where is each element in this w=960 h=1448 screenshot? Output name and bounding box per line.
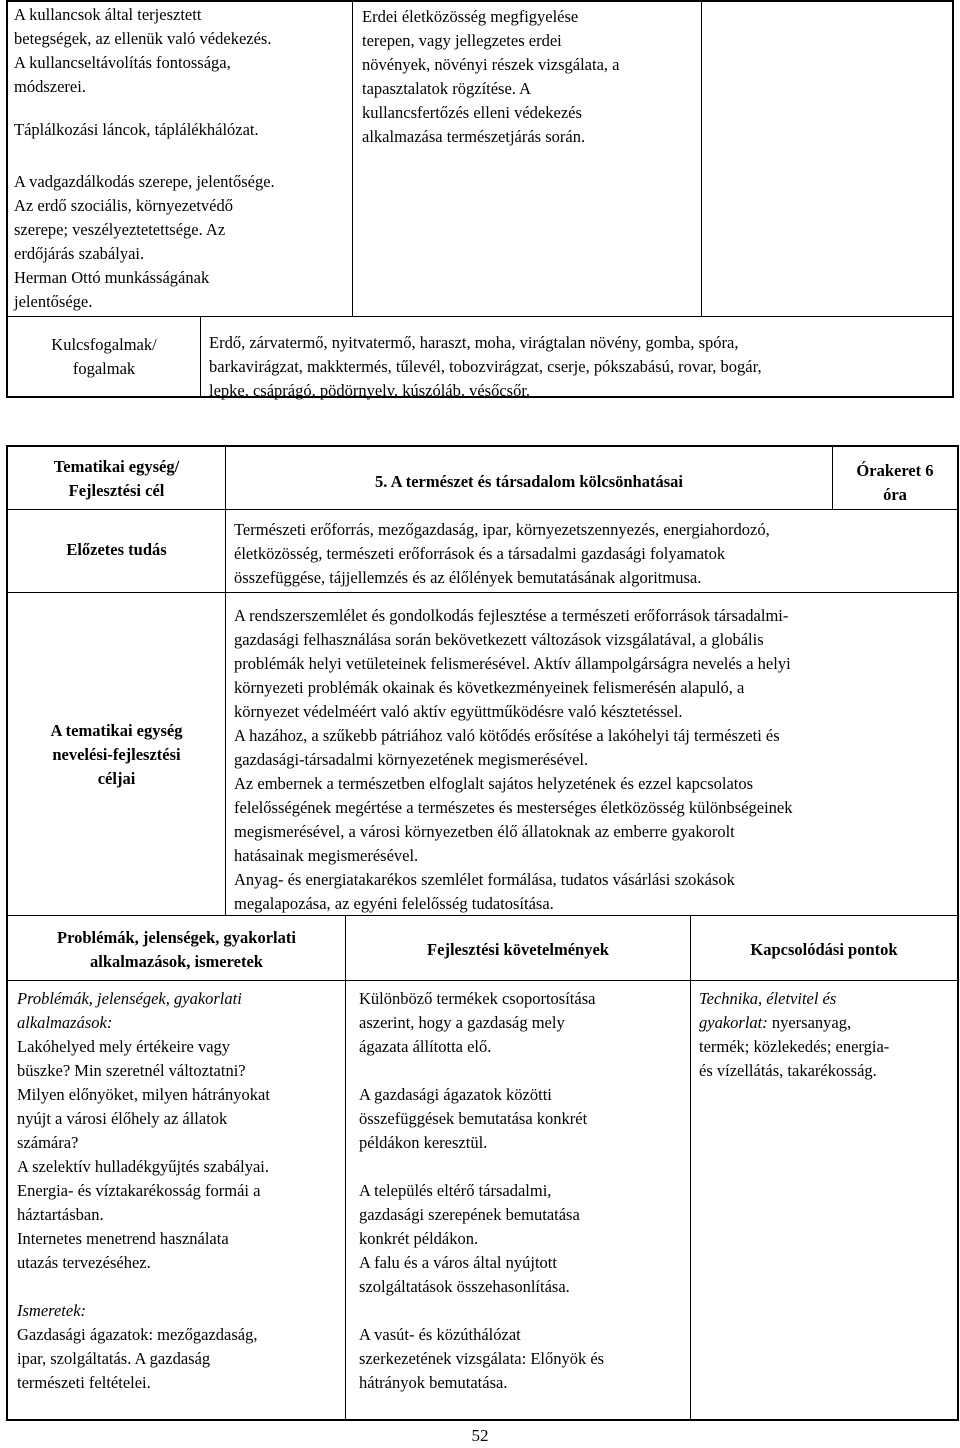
table-border [352,0,353,316]
table-border [6,0,954,2]
prior-knowledge-text: Természeti erőforrás, mezőgazdaság, ipar, környezetszennyezés, energiahordozó, életközösség, természeti erőforrások és a társadalmi gazdasági folyamatok összefüggése, tájjellemzés és az élőlények bemutatásának algoritmusa. [234,520,770,587]
table-border [200,316,201,398]
table-border [6,445,959,447]
table-border [225,445,226,915]
prior-knowledge-label: Előzetes tudás [66,540,167,559]
table-border [6,980,959,981]
goals-text: A rendszerszemlélet és gondolkodás fejlesztése a természeti erőforrások társadalmi- gazdasági felhasználása során bekövetkezett változások vizsgálatával, a globális problémák helyi vetületeinek felismerésével. Aktív állampolgárságra nevelés a helyi környezeti problémák okainak és következményeinek felismerésén alapuló, a környezet védelméért való aktív együttműködésre való késztetéssel. A hazához, a szűkebb pátriához való kötődés erősítése a lakóhelyi táj természeti és gazdasági-társadalmi környezetének megismerésével. Az embernek a természetben elfoglalt sajátos helyzetének és ezzel kapcsolatos felelősségének megértése a természetes és mesterséges életközösség különbségeinek megismerésével, a városi környezetben élő állatoknak az emberre gyakorolt hatásainak megismerésével. Anyag- és energiatakarékos szemlélet formálása, tudatos vásárlási szokások megalapozása, az egyéni felelősség tudatosítása. [234,606,793,913]
problems-header: Problémák, jelenségek, gyakorlati alkalmazások, ismeretek [57,928,296,971]
unit-header-label: Tematikai egység/ Fejlesztési cél [53,457,180,500]
requirements-content: Különböző termékek csoportosítása aszerint, hogy a gazdaság mely ágazata állította elő. A gazdasági ágazatok közötti összefüggések bemutatása konkrét példákon keresztül. A település eltérő társadalmi, gazdasági szerepének bemutatása konkrét példákon. A falu és a város által nyújtott szolgáltatások összehasonlítása. A vasút- és közúthálózat szerkezetének vizsgálata: Előnyök és hátrányok bemutatása. [359,989,605,1392]
table-border [701,0,702,316]
top-col1-block1: A kullancsok által terjesztett betegségek, az ellenük való védekezés. A kullancseltávolítás fontossága, módszerei. [14,5,272,96]
table-border [345,915,346,1420]
key-concepts-label: Kulcsfogalmak/ fogalmak [51,335,157,378]
table-border [6,509,959,510]
table-border [952,0,954,398]
table-border [6,1419,959,1421]
page-number: 52 [471,1426,489,1445]
problems-content: Problémák, jelenségek, gyakorlati alkalmazások: Lakóhelyed mely értékeire vagy büszke? Min szeretnél változtatni? Milyen előnyöket, milyen hátrányokat nyújt a városi élőhely az állatok számára? A szelektív hulladékgyűjtés szabályai. Energia- és víztakarékosság formái a háztartásban. Internetes menetrend használata utazás tervezéséhez. Ismeretek: Gazdasági ágazatok: mezőgazdaság, ipar, szolgáltatás. A gazdaság természeti feltételei. [17,989,270,1392]
unit-title: 5. A természet és társadalom kölcsönhatásai [375,472,683,491]
table-border [6,592,959,593]
top-col1-block2: Táplálkozási láncok, táplálékhálózat. [14,120,259,139]
unit-hours: Órakeret 6 óra [856,461,934,504]
table-border [6,316,954,317]
table-border [690,915,691,1420]
requirements-header: Fejlesztési követelmények [427,940,609,959]
links-content: Technika, életvitel és gyakorlat: nyersanyag, termék; közlekedés; energia- és vízellátás, takarékosság. [699,989,890,1080]
key-concepts-text: Erdő, zárvatermő, nyitvatermő, haraszt, moha, virágtalan növény, gomba, spóra, barkavirágzat, makktermés, tűlevél, tobozvirágzat, cserje, pókszabású, rovar, bogár, lepke, csáprágó, pödörnyelv, kúszóláb. vésőcsőr. [209,333,762,400]
goals-label: A tematikai egység nevelési-fejlesztési céljai [50,721,183,788]
top-col1-block3: A vadgazdálkodás szerepe, jelentősége. Az erdő szociális, környezetvédő szerepe; veszélyeztetettsége. Az erdőjárás szabályai. Herman Ottó munkásságának jelentősége. [14,172,275,311]
top-col2-block: Erdei életközösség megfigyelése terepen, vagy jellegzetes erdei növények, növényi részek vizsgálata, a tapasztalatok rögzítése. A kullancsfertőzés elleni védekezés alkalmazása természetjárás során. [362,7,620,146]
links-header: Kapcsolódási pontok [750,940,898,959]
